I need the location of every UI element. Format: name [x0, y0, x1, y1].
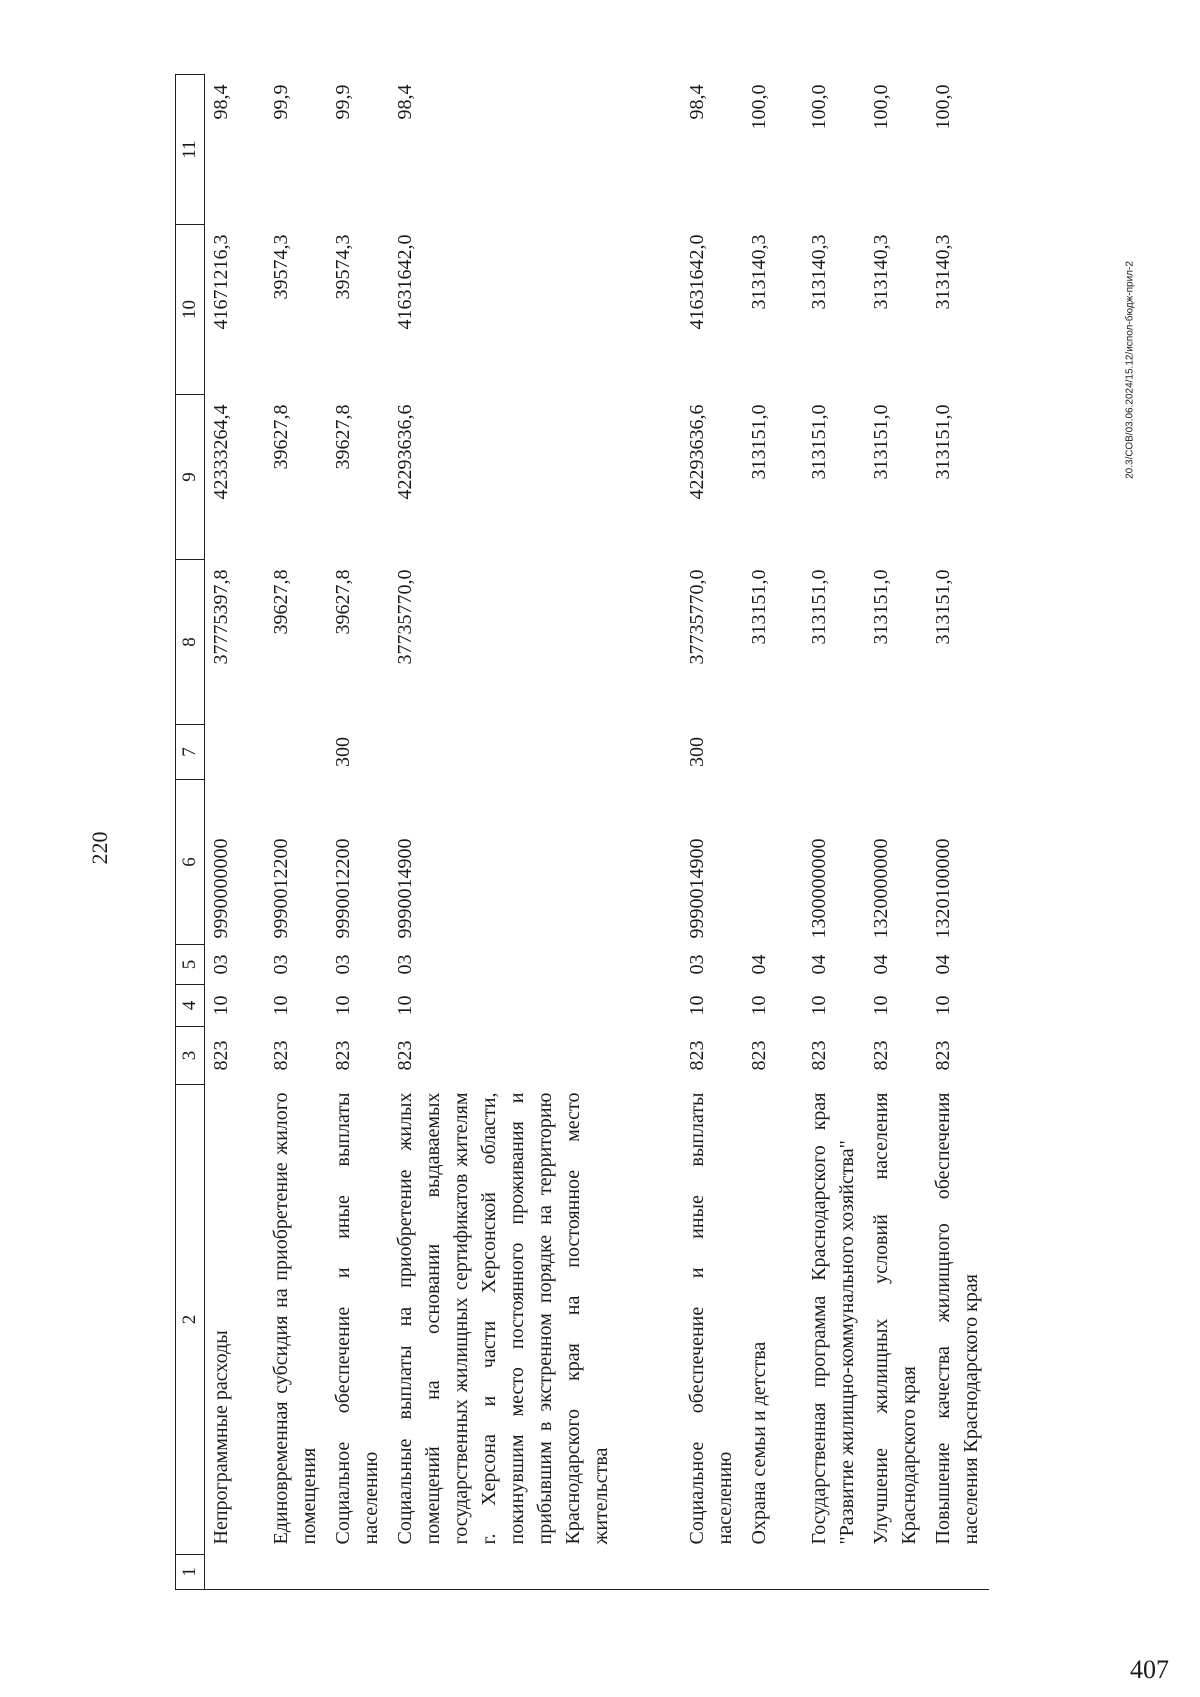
cell-code: 823 [686, 1040, 708, 1071]
table-row [865, 75, 927, 1590]
cell-section: 10 [686, 995, 708, 1016]
header-cell: 11 [176, 75, 205, 225]
row-name: Охрана семьи и детства [748, 1341, 770, 1545]
table-row [743, 75, 803, 1590]
cell-code: 823 [210, 1040, 232, 1071]
cell-value: 37735770,0 [394, 569, 416, 665]
header-cell: 6 [176, 780, 205, 945]
cell-subsection: 03 [270, 954, 292, 975]
cell-section: 10 [870, 995, 892, 1016]
table-row [803, 75, 865, 1590]
cell-value: 41631642,0 [394, 234, 416, 330]
table-row [681, 75, 743, 1590]
cell-percent: 100,0 [748, 84, 770, 130]
cell-subsection: 03 [210, 954, 232, 975]
document-code-footer: 20.3/СОВ/03.06.2024/15.12/испол-бюдж-прил-2 [1124, 261, 1136, 479]
cell-target [743, 780, 803, 945]
table-row [327, 75, 389, 1590]
cell-percent: 99,9 [332, 84, 354, 120]
cell-type [743, 725, 803, 780]
cell-percent: 100,0 [870, 84, 892, 130]
cell-value: 42293636,6 [686, 404, 708, 500]
cell-percent: 98,4 [210, 84, 232, 120]
cell-percent: 98,4 [686, 84, 708, 120]
cell-subsection: 04 [932, 954, 954, 975]
row-name: Непрограммные расходы [210, 1330, 232, 1545]
cell-code: 823 [394, 1040, 416, 1071]
cell-value: 39627,8 [332, 404, 354, 470]
cell-value: 39627,8 [270, 569, 292, 635]
cell-code: 823 [270, 1040, 292, 1071]
cell-section: 10 [808, 995, 830, 1016]
cell-type [265, 725, 327, 780]
table-row [389, 75, 681, 1590]
cell-value: 313140,3 [932, 234, 954, 310]
table-row [205, 75, 266, 1590]
cell-code: 823 [332, 1040, 354, 1071]
cell-code: 823 [808, 1040, 830, 1071]
cell-value: 313151,0 [870, 569, 892, 645]
cell-value: 313140,3 [870, 234, 892, 310]
cell-code: 823 [932, 1040, 954, 1071]
cell-target: 9990000000 [210, 838, 232, 939]
cell-code: 823 [870, 1040, 892, 1071]
cell-target: 1300000000 [808, 838, 830, 939]
row-name: Улучшение жилищных условий населения Краснодарского края [870, 1092, 920, 1545]
cell-section: 10 [394, 995, 416, 1016]
cell-value: 41671216,3 [210, 234, 232, 330]
page-number: 220 [87, 831, 112, 865]
cell-type [205, 725, 266, 780]
row-name: Повышение качества жилищного обеспечения населения Краснодарского края [932, 1092, 982, 1545]
cell-subsection: 04 [808, 954, 830, 975]
header-cell: 10 [176, 225, 205, 395]
header-cell: 5 [176, 945, 205, 985]
cell-value: 313151,0 [808, 404, 830, 480]
header-cell: 4 [176, 985, 205, 1027]
cell-section: 10 [332, 995, 354, 1016]
cell-value: 39574,3 [332, 234, 354, 300]
cell-value: 37735770,0 [686, 569, 708, 665]
row-name: Государственная программа Краснодарского края "Развитие жилищно-коммунального хозяйства" [808, 1092, 858, 1545]
cell-value: 313140,3 [748, 234, 770, 310]
header-cell: 1 [176, 1555, 205, 1590]
cell-value: 313151,0 [748, 569, 770, 645]
rotated-table-container [175, 75, 1025, 1590]
cell-value: 41631642,0 [686, 234, 708, 330]
cell-target: 9990012200 [270, 838, 292, 939]
cell-value: 313140,3 [808, 234, 830, 310]
cell-value: 313151,0 [932, 404, 954, 480]
cell-value: 313151,0 [748, 404, 770, 480]
header-cell: 7 [176, 725, 205, 780]
cell-percent: 98,4 [394, 84, 416, 120]
cell-value: 37775397,8 [210, 569, 232, 665]
cell-subsection: 04 [748, 954, 770, 975]
sheet-number: 407 [1130, 1655, 1169, 1684]
cell-value: 42333264,4 [210, 404, 232, 500]
cell-type: 300 [332, 737, 354, 767]
header-cell: 2 [176, 1085, 205, 1555]
cell-subsection: 03 [332, 954, 354, 975]
budget-table [175, 74, 989, 1590]
cell-value: 39627,8 [332, 569, 354, 635]
cell-value: 313151,0 [932, 569, 954, 645]
cell-section: 10 [210, 995, 232, 1016]
cell-type: 300 [686, 737, 708, 767]
row-name: Социальное обеспечение и иные выплаты населению [686, 1092, 736, 1545]
cell-code: 823 [748, 1040, 770, 1071]
cell-subsection: 03 [686, 954, 708, 975]
cell-subsection: 03 [394, 954, 416, 975]
cell-type [865, 725, 927, 780]
cell-target: 9990012200 [332, 838, 354, 939]
row-name: Единовременная субсидия на приобретение жилого помещения [270, 1092, 320, 1545]
table-row [265, 75, 327, 1590]
cell-percent: 100,0 [932, 84, 954, 130]
header-cell: 8 [176, 560, 205, 725]
cell-percent: 100,0 [808, 84, 830, 130]
cell-value: 39627,8 [270, 404, 292, 470]
cell-section: 10 [932, 995, 954, 1016]
row-name: Социальные выплаты на приобретение жилых помещений на основании выдаваемых государственных жилищных сертификатов жителям г. Херсона и части Херсонской области, покинувшим место постоянного проживания и прибывшим в экстренном порядке на территорию Краснодарского края на постоянное место жительства [394, 1092, 612, 1545]
cell-section: 10 [270, 995, 292, 1016]
cell-target: 9990014900 [686, 838, 708, 939]
header-cell: 3 [176, 1027, 205, 1085]
cell-section: 10 [748, 995, 770, 1016]
cell-value: 42293636,6 [394, 404, 416, 500]
header-row [176, 75, 205, 1590]
header-cell: 9 [176, 395, 205, 560]
cell-target: 1320000000 [870, 838, 892, 939]
cell-value: 313151,0 [808, 569, 830, 645]
cell-type [803, 725, 865, 780]
cell-type [927, 725, 989, 780]
cell-value: 313151,0 [870, 404, 892, 480]
cell-target: 1320100000 [932, 838, 954, 939]
cell-percent: 99,9 [270, 84, 292, 120]
cell-value: 39574,3 [270, 234, 292, 300]
cell-subsection: 04 [870, 954, 892, 975]
cell-type [389, 725, 681, 780]
row-name: Социальное обеспечение и иные выплаты населению [332, 1092, 382, 1545]
table-row [927, 75, 989, 1590]
cell-target: 9990014900 [394, 838, 416, 939]
